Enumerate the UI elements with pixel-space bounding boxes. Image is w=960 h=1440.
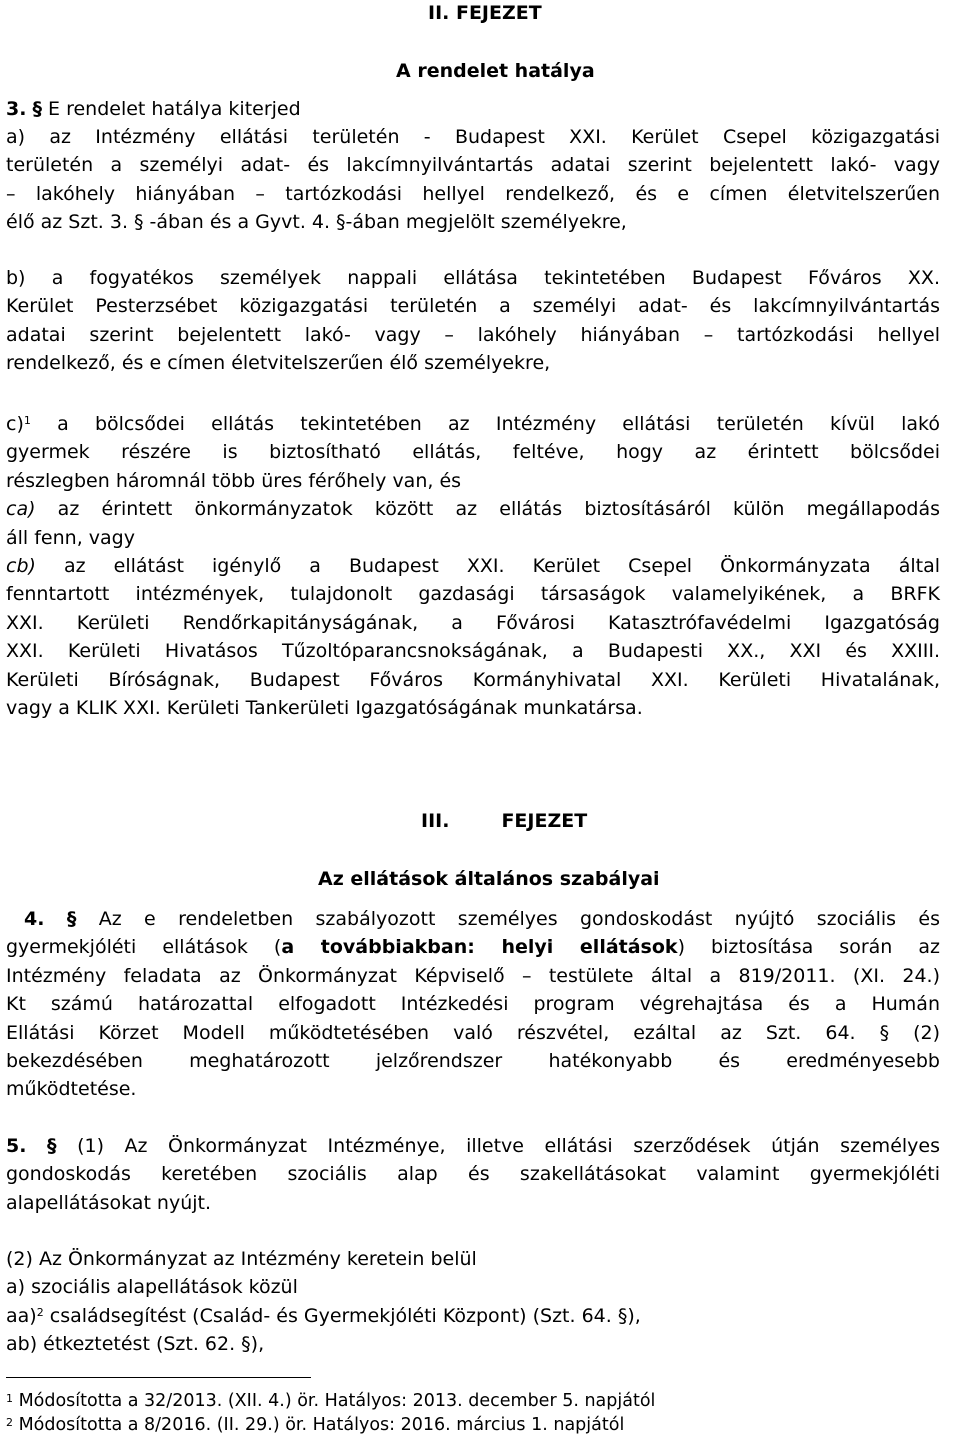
section-4-line: Az e rendeletben szabályozott személyes gondoskodást nyújtó szociális és (76, 908, 940, 930)
section-4 (6, 905, 940, 1104)
chapter-heading-word: FEJEZET (501, 810, 588, 832)
chapter-heading: II. FEJEZET (428, 2, 542, 24)
point-aa-label: aa) (6, 1304, 37, 1327)
footnote-text: Módosította a 8/2016. (II. 29.) ör. Hatályos: 2016. március 1. napjától (13, 1415, 625, 1435)
point-c-line: gyermek részére is biztosítható ellátás, feltéve, hogy az érintett bölcsődei (6, 441, 940, 464)
point-ca-line: áll fenn, vagy (6, 526, 135, 549)
section-number: 4. (24, 908, 45, 930)
section-4-line: gyermekjóléti ellátások ( (6, 936, 282, 959)
point-cb-line: XXI. Kerületi Hivatásos Tűzoltóparancsnokságának, a Budapesti XX., XXI és XXIII. (6, 640, 940, 663)
point-b-line: Kerület Pesterzsébet közigazgatási területén a személyi adat- és lakcímnyilvántartás (6, 295, 940, 318)
point-c-line: részlegben háromnál több üres férőhely van, és (6, 469, 462, 492)
section-5-line: (2) Az Önkormányzat az Intézmény keretein belül (6, 1248, 477, 1270)
footnote-number: 1 (6, 1392, 13, 1405)
section-5-para-1 (6, 1132, 940, 1217)
point-a (6, 123, 940, 237)
point-aa-text: családsegítést (Család- és Gyermekjóléti Központ) (Szt. 64. §), (43, 1304, 641, 1327)
section-number: 3. (6, 98, 27, 120)
section-number: 5. (6, 1135, 27, 1157)
section-4-line: Intézmény feladata az Önkormányzat Képviselő – testülete által a 819/2011. (XI. 24.) (6, 964, 940, 987)
paragraph-sign: § (32, 98, 42, 120)
point-cb-line: XXI. Kerületi Rendőrkapitányságának, a Fővárosi Katasztrófavédelmi Igazgatóság (6, 611, 940, 634)
section-4-line: működtetése. (6, 1078, 137, 1101)
chapter-heading-number: III. (421, 810, 450, 832)
footnote (6, 1389, 655, 1413)
point-c-label: c) (6, 413, 24, 435)
section-4-line: Kt számú határozattal elfogadott Intézkedési program végrehajtása és a Humán (6, 993, 940, 1016)
section-5-line: a) szociális alapellátások közül (6, 1276, 298, 1299)
point-b-line: rendelkező, és e címen életvitelszerűen élő személyekre, (6, 352, 551, 375)
footnote-text: Módosította a 32/2013. (XII. 4.) ör. Hatályos: 2013. december 5. napjától (13, 1391, 656, 1411)
section-intro-text: E rendelet hatálya kiterjed (48, 98, 301, 120)
point-cb-line: Kerületi Bíróságnak, Budapest Főváros Kormányhivatal XXI. Kerületi Hivatalának, (6, 668, 940, 691)
chapter-heading (421, 807, 587, 835)
section-4-line: bekezdésében meghatározott jelzőrendszer hatékonyabb és eredményesebb (6, 1050, 940, 1073)
section-5-line: ab) étkeztetést (Szt. 62. §), (6, 1333, 265, 1356)
point-a-line: a) az Intézmény ellátási területén - Budapest XXI. Kerület Csepel közigazgatási (6, 126, 940, 148)
footnote-ref: 2 (36, 1305, 44, 1319)
paragraph-sign: § (66, 908, 77, 930)
point-b-line: b) a fogyatékos személyek nappali ellátása tekintetében Budapest Főváros XX. (6, 267, 940, 289)
point-cb-line: fenntartott intézmények, tulajdonolt gazdasági társaságok valamelyikének, a BRFK (6, 583, 940, 606)
point-b (6, 264, 940, 378)
point-ca-line: az érintett önkormányzatok között az ellátás biztosításáról külön megállapodás (35, 498, 940, 521)
footnote-divider (6, 1377, 311, 1378)
point-ca-label: ca) (6, 498, 36, 521)
section-5-line: gondoskodás keretében szociális alap és szakellátásokat valamint gyermekjóléti (6, 1163, 940, 1186)
footnote (6, 1413, 624, 1437)
section-5-para-2 (6, 1245, 940, 1359)
chapter-title: Az ellátások általános szabályai (318, 868, 660, 890)
defined-term: a továbbiakban: helyi ellátások (281, 936, 678, 959)
section-3-intro (6, 95, 940, 123)
section-5-line: alapellátásokat nyújt. (6, 1191, 212, 1214)
point-c (6, 410, 940, 722)
section-4-line: ) biztosítása során az (677, 936, 940, 959)
point-cb-label: cb) (6, 555, 36, 578)
section-5-line: (1) Az Önkormányzat Intézménye, illetve ellátási szerződések útján személyes (56, 1135, 940, 1157)
point-a-line: – lakóhely hiányában – tartózkodási hellyel rendelkező, és e címen életvitelszerűen (6, 182, 940, 205)
footnote-ref: 1 (23, 414, 31, 427)
paragraph-sign: § (47, 1135, 57, 1157)
point-a-line: területén a személyi adat- és lakcímnyilvántartás adatai szerint bejelentett lakó- vagy (6, 154, 940, 177)
chapter-title: A rendelet hatálya (396, 60, 595, 82)
point-a-line: élő az Szt. 3. § -ában és a Gyvt. 4. §-ában megjelölt személyekre, (6, 211, 627, 234)
point-c-line: a bölcsődei ellátás tekintetében az Intézmény ellátási területén kívül lakó (30, 413, 940, 435)
point-cb-line: az ellátást igénylő a Budapest XXI. Kerület Csepel Önkormányzata által (35, 555, 940, 578)
footnote-number: 2 (6, 1416, 13, 1429)
section-4-line: Ellátási Körzet Modell működtetésében való részvétel, ezáltal az Szt. 64. § (2) (6, 1021, 940, 1044)
point-cb-line: vagy a KLIK XXI. Kerületi Tankerületi Igazgatóságának munkatársa. (6, 697, 643, 720)
point-b-line: adatai szerint bejelentett lakó- vagy – lakóhely hiányában – tartózkodási hellyel (6, 323, 940, 346)
